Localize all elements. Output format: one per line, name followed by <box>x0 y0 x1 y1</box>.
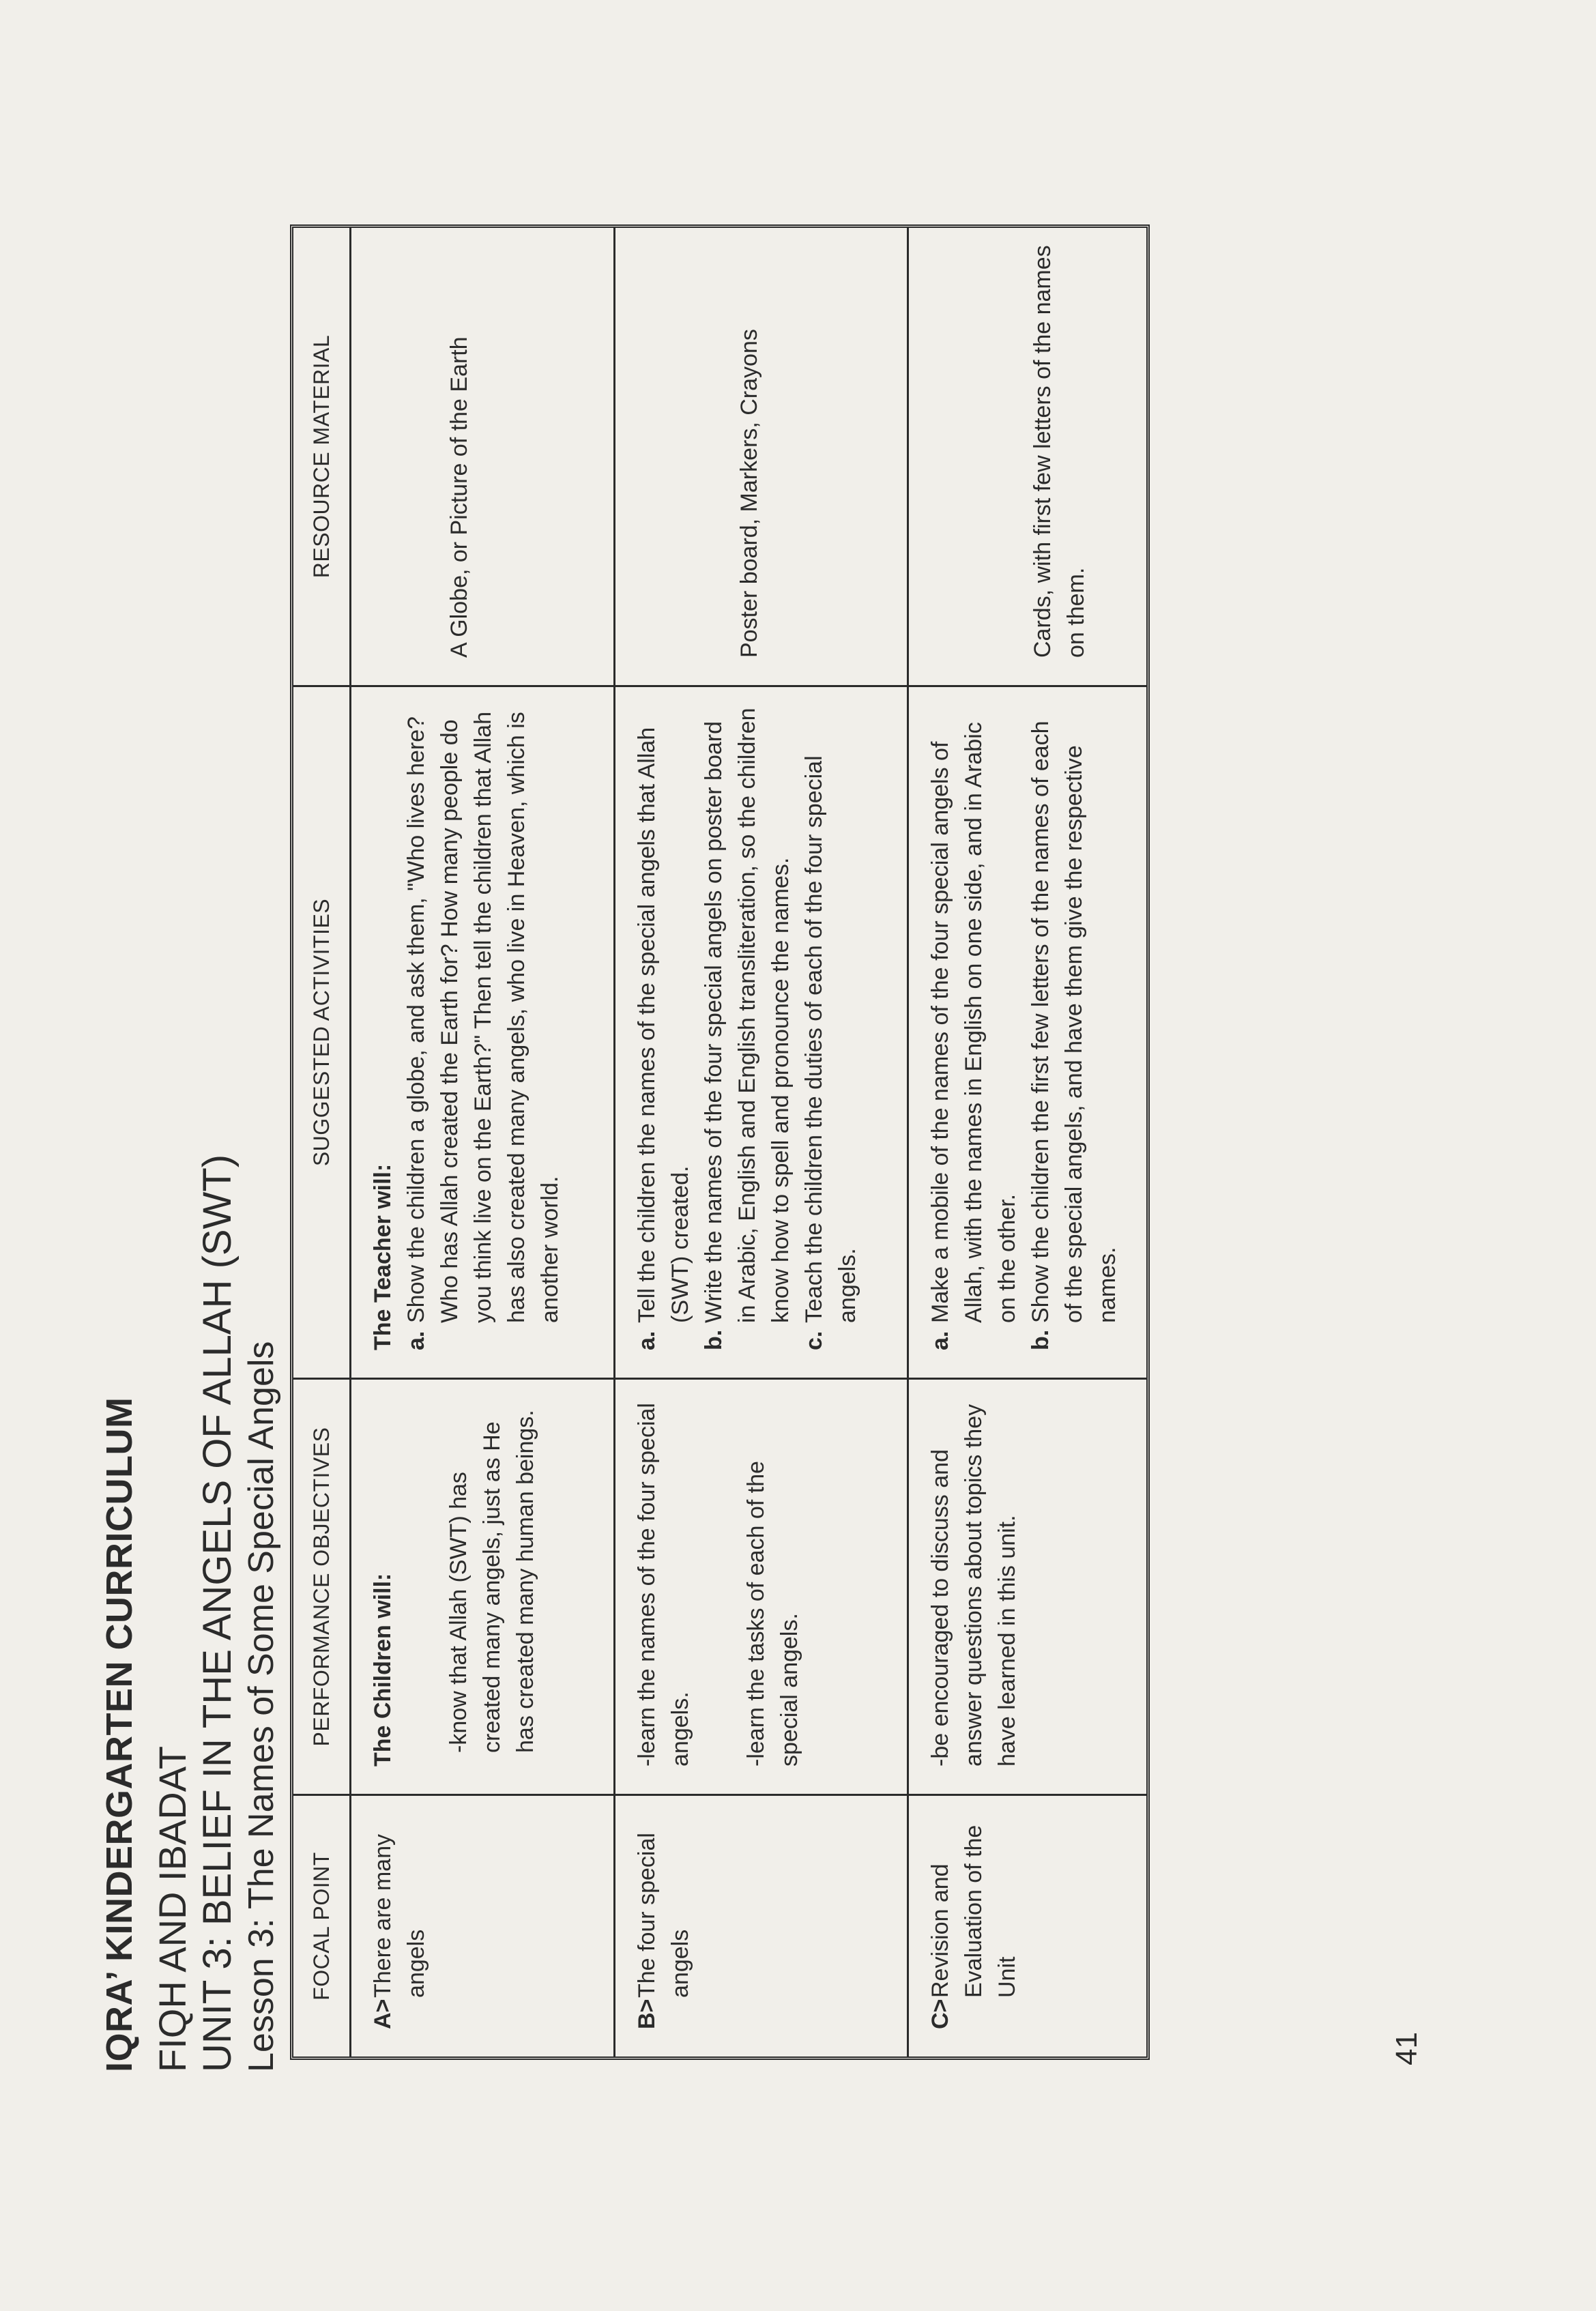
activity-letter: a. <box>927 1331 953 1350</box>
resource-cell <box>909 228 1146 685</box>
activities-cell <box>351 685 615 1378</box>
resource-text: Poster board, Markers, Crayons <box>736 329 762 658</box>
activity-item <box>798 702 865 1350</box>
resource-text: Cards, with first few letters of the names on them. <box>1030 245 1089 658</box>
column-header-focal-point: FOCAL POINT <box>293 1794 351 2056</box>
unit-heading: UNIT 3: BELIEF IN THE ANGELS OF ALLAH (SWT) <box>195 1154 240 2072</box>
lesson-heading: Lesson 3: The Names of Some Special Angels <box>242 1341 281 2072</box>
focal-point-cell <box>351 1794 615 2056</box>
activity-text: Show the children a globe, and ask them, "Who lives here? Who has Allah created the Earth for? How many people do you think live on the Earth?" Then tell the children that Allah has also created many angels, who live in Heaven, which is another world. <box>403 711 563 1323</box>
activities-cell <box>909 685 1146 1378</box>
focal-point-text: There are many angels <box>370 1834 429 1998</box>
activity-text: Write the names of the four special angels on poster board in Arabic, English and English transliteration, so the children know how to spell and pronounce the names. <box>701 708 794 1323</box>
focal-point-label: B> <box>634 1998 660 2029</box>
curriculum-title: IQRA’ KINDERGARTEN CURRICULUM <box>99 1397 140 2072</box>
activities-cell <box>615 685 909 1378</box>
activity-text: Tell the children the names of the special angels that Allah (SWT) created. <box>634 727 693 1323</box>
activity-text: Make a mobile of the names of the four special angels of Allah, with the names in English on one side, and in Arabic on the other. <box>927 722 1020 1323</box>
focal-point-label: C> <box>927 1998 953 2029</box>
column-header-resource-material: RESOURCE MATERIAL <box>293 228 351 685</box>
column-header-suggested-activities: SUGGESTED ACTIVITIES <box>293 685 351 1378</box>
objectives-cell <box>351 1378 615 1794</box>
objectives-cell <box>615 1378 909 1794</box>
activity-item <box>1024 702 1125 1350</box>
focal-point-text: Revision and Evaluation of the Unit <box>927 1825 1020 1998</box>
activity-text: Teach the children the duties of each of the four special angels. <box>801 755 860 1323</box>
column-header-performance-objectives: PERFORMANCE OBJECTIVES <box>293 1378 351 1794</box>
activity-text: Show the children the first few letters of the names of each of the special angels, and have them give the respective names. <box>1028 721 1120 1323</box>
subject-heading: FIQH AND IBADAT <box>151 1745 194 2072</box>
resource-cell <box>351 228 615 685</box>
activity-letter: b. <box>701 1329 727 1350</box>
objective-text: -be encouraged to discuss and answer questions about topics they have learned in this unit. <box>927 1404 1020 1767</box>
curriculum-table <box>290 224 1150 2060</box>
page-number: 41 <box>1390 2032 1423 2065</box>
activity-item <box>697 702 798 1350</box>
activity-letter: a. <box>634 1331 660 1350</box>
activity-item <box>924 702 1024 1350</box>
activity-letter: b. <box>1028 1329 1054 1350</box>
focal-point-cell <box>615 1794 909 2056</box>
activity-letter: c. <box>801 1331 827 1350</box>
objective-text: -learn the tasks of each of the special angels. <box>743 1461 802 1767</box>
objectives-cell <box>909 1378 1146 1794</box>
resource-cell <box>615 228 909 685</box>
focal-point-cell <box>909 1794 1146 2056</box>
resource-text: A Globe, or Picture of the Earth <box>446 336 472 658</box>
focal-point <box>924 1811 1024 2029</box>
objectives-intro: The Children will: <box>370 1573 396 1767</box>
focal-point-label: A> <box>370 1998 396 2029</box>
objective-text: -know that Allah (SWT) has created many angels, just as He has created many human beings. <box>446 1410 538 1753</box>
activity-item <box>400 702 567 1350</box>
activity-item <box>630 702 697 1350</box>
activities-intro: The Teacher will: <box>370 1163 396 1350</box>
objective-text: -learn the names of the four special angels. <box>634 1403 693 1767</box>
activity-letter: a. <box>403 1331 429 1350</box>
focal-point <box>630 1811 697 2029</box>
focal-point <box>366 1811 433 2029</box>
focal-point-text: The four special angels <box>634 1833 693 1998</box>
